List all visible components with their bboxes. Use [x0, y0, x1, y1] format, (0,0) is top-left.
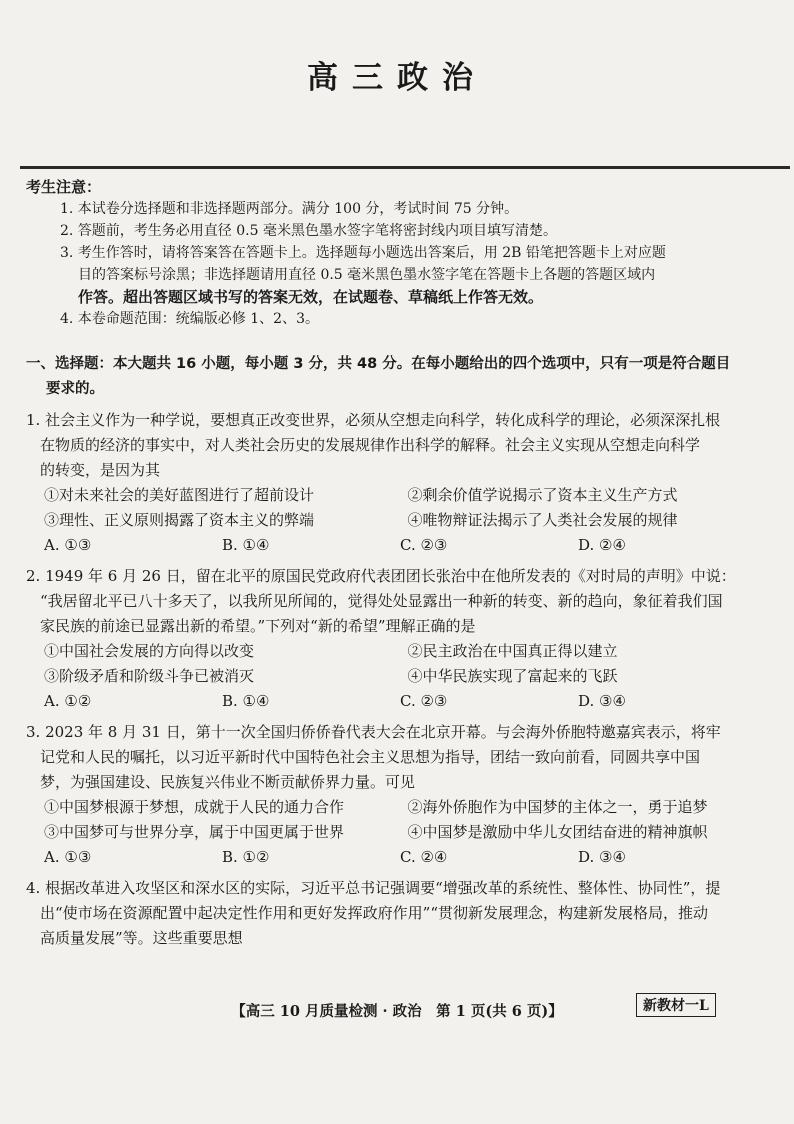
page-footer: 【高三 10 月质量检测 · 政治 第 1 页(共 6 页)】 [231, 1003, 563, 1020]
edition-tag: 新教材一L [636, 993, 716, 1017]
stem-line: 出“使市场在资源配置中起决定性作用和更好发挥政府作用”“贯彻新发展理念，构建新发展格局，推动 [40, 904, 709, 922]
choice-b: B. ①② [222, 848, 270, 866]
option-3: ③理性、正义原则揭露了资本主义的弊端 [44, 511, 315, 529]
stem-line: 在物质的经济的事实中，对人类社会历史的发展规律作出科学的解释。社会主义实现从空想走向科学 [40, 436, 701, 454]
option-3: ③阶级矛盾和阶级斗争已被消灭 [44, 667, 255, 685]
stem-line: 1. 社会主义作为一种学说，要想真正改变世界，必须从空想走向科学，转化成科学的理论，必须深深扎根 [26, 411, 721, 429]
options [26, 795, 771, 845]
choice-a: A. ①② [44, 692, 92, 710]
options [26, 639, 771, 689]
notice-item-1: 1. 本试卷分选择题和非选择题两部分。满分 100 分，考试时间 75 分钟。 [60, 201, 519, 217]
choice-b: B. ①④ [222, 536, 270, 554]
answer-choices [26, 533, 771, 558]
choice-b: B. ①④ [222, 692, 270, 710]
stem-line: 梦，为强国建设、民族复兴伟业不断贡献侨界力量。可见 [40, 773, 416, 791]
stem-line: 的转变，是因为其 [40, 461, 161, 479]
option-2: ②海外侨胞作为中国梦的主体之一，勇于追梦 [407, 798, 708, 816]
questions-area [26, 352, 771, 951]
choice-a: A. ①③ [44, 536, 92, 554]
question-stem [26, 564, 771, 639]
question-2 [26, 564, 771, 714]
choice-a: A. ①③ [44, 848, 92, 866]
option-2: ②剩余价值学说揭示了资本主义生产方式 [407, 486, 678, 504]
stem-line: 2. 1949 年 6 月 26 日，留在北平的原国民党政府代表团团长张治中在他所发表的《对时局的声明》中说： [26, 567, 736, 585]
answer-choices [26, 845, 771, 870]
option-1: ①中国梦根源于梦想，成就于人民的通力合作 [44, 798, 345, 816]
option-1: ①对未来社会的美好蓝图进行了超前设计 [44, 486, 315, 504]
section-heading [26, 352, 771, 402]
notice-item-3-emph: 作答。超出答题区域书写的答案无效，在试题卷、草稿纸上作答无效。 [78, 288, 544, 306]
question-3 [26, 720, 771, 870]
header-divider [20, 166, 790, 169]
notice-item-4: 4. 本卷命题范围：统编版必修 1、2、3。 [60, 311, 319, 327]
choice-c: C. ②④ [400, 848, 448, 866]
question-4 [26, 876, 771, 951]
stem-line: 记党和人民的嘱托，以习近平新时代中国特色社会主义思想为指导，团结一致向前看，同圆共享中国 [40, 748, 701, 766]
notice-block [26, 176, 766, 330]
section-heading-line2: 要求的。 [46, 381, 104, 397]
choice-c: C. ②③ [400, 692, 448, 710]
question-1 [26, 408, 771, 558]
notice-item-3: 3. 考生作答时，请将答案答在答题卡上。选择题每小题选出答案后，用 2B 铅笔把答题卡上对应题 [60, 245, 666, 261]
notice-item-2: 2. 答题前，考生务必用直径 0.5 毫米黑色墨水签字笔将密封线内项目填写清楚。 [60, 223, 557, 239]
options [26, 483, 771, 533]
option-4: ④中华民族实现了富起来的飞跃 [407, 667, 618, 685]
section-heading-line1: 一、选择题：本大题共 16 小题，每小题 3 分，共 48 分。在每小题给出的四个选项中，只有一项是符合题目 [26, 356, 731, 372]
choice-d: D. ③④ [578, 848, 626, 866]
question-stem [26, 720, 771, 795]
stem-line: 3. 2023 年 8 月 31 日，第十一次全国归侨侨眷代表大会在北京开幕。与会海外侨胞特邀嘉宾表示，将牢 [26, 723, 721, 741]
option-2: ②民主政治在中国真正得以建立 [407, 642, 618, 660]
stem-line: 家民族的前途已显露出新的希望。”下列对“新的希望”理解正确的是 [40, 617, 476, 635]
choice-c: C. ②③ [400, 536, 448, 554]
stem-line: 4. 根据改革进入攻坚区和深水区的实际，习近平总书记强调要“增强改革的系统性、整体性、协同性”，提 [26, 879, 721, 897]
choice-d: D. ②④ [578, 536, 626, 554]
option-1: ①中国社会发展的方向得以改变 [44, 642, 255, 660]
notice-title: 考生注意： [26, 178, 102, 196]
stem-line: “我居留北平已八十多天了，以我所见所闻的，觉得处处显露出一种新的转变、新的趋向，象征着我们国 [40, 592, 723, 610]
choice-d: D. ③④ [578, 692, 626, 710]
question-stem [26, 408, 771, 483]
answer-choices [26, 689, 771, 714]
option-4: ④唯物辩证法揭示了人类社会发展的规律 [407, 511, 678, 529]
stem-line: 高质量发展”等。这些重要思想 [40, 929, 243, 947]
option-4: ④中国梦是激励中华儿女团结奋进的精神旗帜 [407, 823, 708, 841]
question-stem [26, 876, 771, 951]
notice-item-3-cont: 目的答案标号涂黑；非选择题请用直径 0.5 毫米黑色墨水签字笔在答题卡上各题的答题区域内 [78, 267, 656, 283]
page-title: 高三政治 [307, 60, 487, 96]
option-3: ③中国梦可与世界分享，属于中国更属于世界 [44, 823, 345, 841]
